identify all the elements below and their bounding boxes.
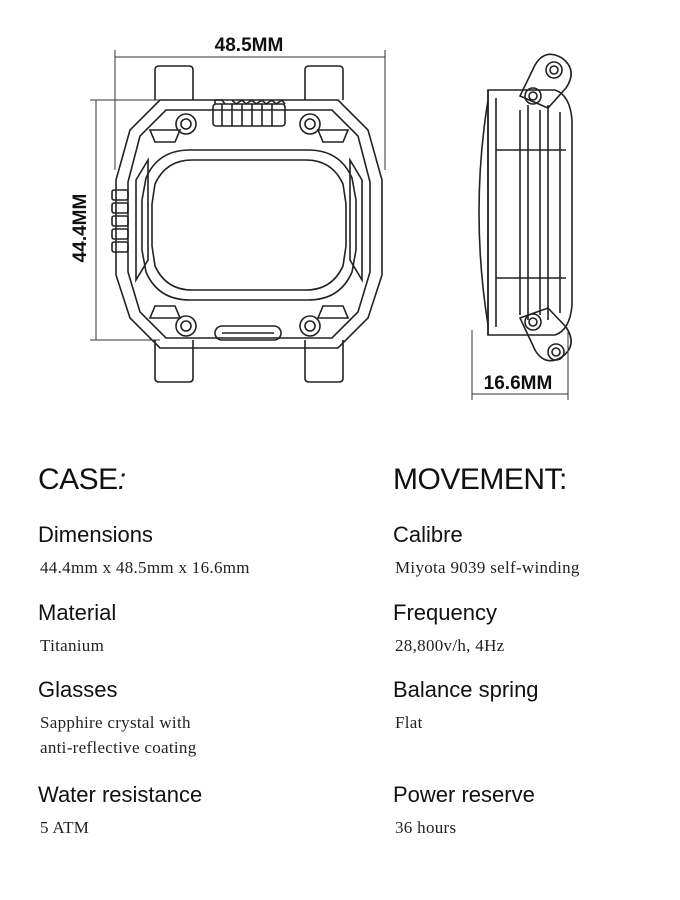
case-front-view (112, 66, 382, 382)
movement-frequency-label: Frequency (393, 600, 497, 625)
case-title (38, 463, 126, 497)
width-label: 48.5MM (214, 35, 284, 56)
movement-power-reserve-label: Power reserve (393, 782, 535, 807)
movement-power-reserve-value: 36 hours (395, 818, 457, 837)
watch-technical-drawing (0, 0, 680, 420)
case-title-text: CASE (38, 463, 118, 496)
case-dimensions-value: 44.4mm x 48.5mm x 16.6mm (40, 558, 250, 577)
movement-title: MOVEMENT: (393, 463, 567, 496)
case-material-value: Titanium (40, 636, 105, 655)
case-title-colon: : (117, 463, 126, 496)
movement-frequency-value: 28,800v/h, 4Hz (395, 636, 505, 655)
depth-dimension (472, 330, 568, 400)
case-glasses-label: Glasses (38, 677, 118, 702)
case-dimensions-label: Dimensions (38, 522, 153, 547)
depth-label: 16.6MM (483, 373, 553, 394)
height-label: 44.4MM (70, 193, 91, 263)
movement-balance-spring-label: Balance spring (393, 677, 539, 702)
case-material-label: Material (38, 600, 117, 625)
movement-calibre-label: Calibre (393, 522, 463, 547)
case-water-resistance-value: 5 ATM (40, 818, 90, 837)
case-glasses-value-line-2: anti-reflective coating (40, 738, 197, 757)
case-side-view (479, 54, 572, 360)
case-water-resistance-label: Water resistance (38, 782, 203, 807)
movement-balance-spring-value: Flat (395, 713, 423, 732)
movement-calibre-value: Miyota 9039 self-winding (395, 558, 580, 577)
case-glasses-value-line-1: Sapphire crystal with (40, 713, 191, 732)
